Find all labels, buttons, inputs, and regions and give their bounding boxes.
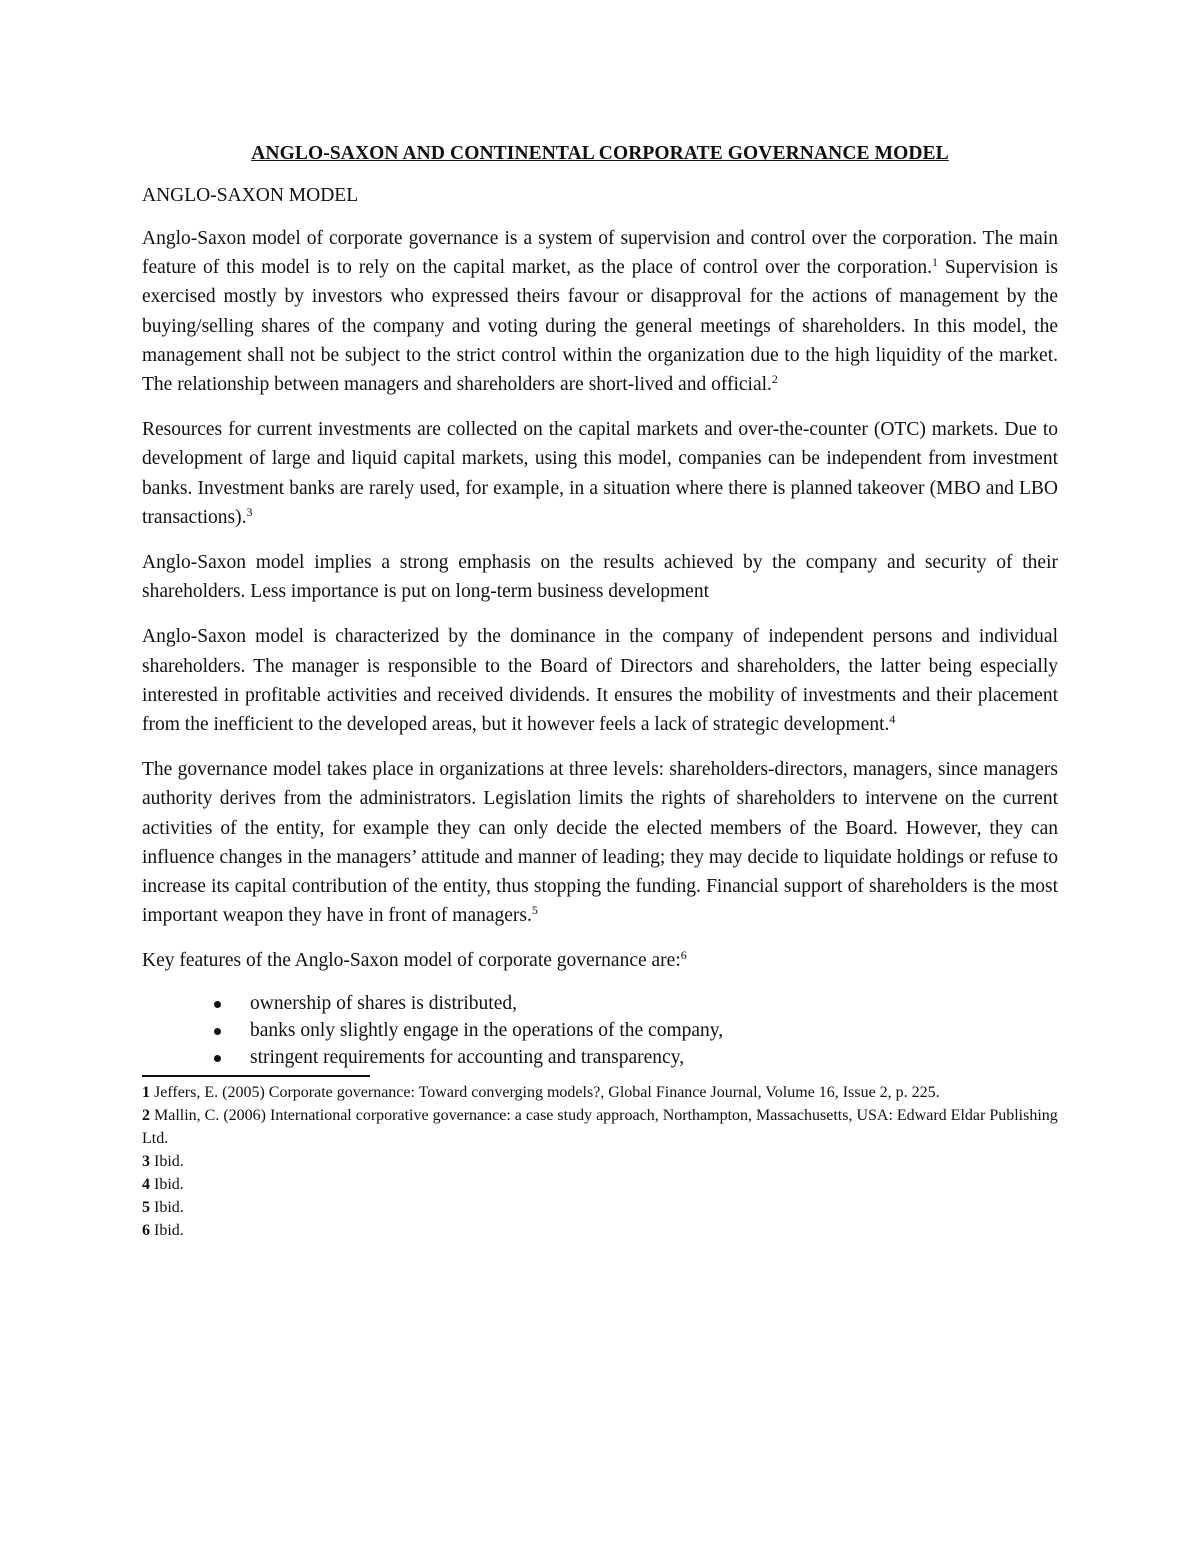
document-page [142, 140, 1058, 1242]
footnote-1 [142, 1081, 1058, 1104]
paragraph-1-part-1: Anglo-Saxon model of corporate governance is a system of supervision and control over the corporation. The main feature of this model is to rely on the capital market, as the place of control over the corporation. [142, 228, 1058, 279]
footnote-number: 4 [142, 1175, 150, 1193]
footnote-number: 5 [142, 1198, 150, 1216]
footnote-ref-4: 4 [889, 712, 896, 727]
paragraph-3 [142, 548, 1058, 606]
footnote-text: Ibid. [150, 1221, 184, 1239]
paragraph-5-text: The governance model takes place in organizations at three levels: shareholders-directors, managers, since managers authority derives from the administrators. Legislation limits the rights of shareholders to intervene on the current activities of the entity, for example they can only decide the elected members of the Board. However, they can influence changes in the managers’ attitude and manner of leading; they may decide to liquidate holdings or refuse to increase its capital contribution of the entity, thus stopping the funding. Financial support of shareholders is the most important weapon they have in front of managers. [142, 759, 1058, 927]
section-heading: ANGLO-SAXON MODEL [142, 185, 359, 206]
footnote-number: 3 [142, 1152, 150, 1170]
footnote-3 [142, 1150, 1058, 1173]
footnote-text: Ibid. [150, 1175, 184, 1193]
footnote-ref-2: 2 [771, 372, 778, 387]
paragraph-6 [142, 946, 1058, 975]
footnote-4 [142, 1173, 1058, 1196]
paragraph-4 [142, 622, 1058, 739]
footnote-number: 6 [142, 1221, 150, 1239]
footnote-number: 1 [142, 1083, 150, 1101]
footnote-separator [142, 1075, 370, 1077]
footnote-ref-3: 3 [246, 504, 253, 519]
footnote-ref-5: 5 [531, 903, 538, 918]
footnote-text: Ibid. [150, 1198, 184, 1216]
footnote-6 [142, 1219, 1058, 1242]
footnote-ref-1: 1 [932, 255, 939, 270]
paragraph-3-text: Anglo-Saxon model implies a strong emphasis on the results achieved by the company and security of their shareholders. Less importance is put on long-term business development [142, 552, 1058, 603]
footnotes [142, 1081, 1058, 1242]
list-item [214, 990, 1058, 1017]
document-title: ANGLO-SAXON AND CONTINENTAL CORPORATE GOVERNANCE MODEL [251, 143, 949, 164]
bullet-icon [214, 1028, 221, 1035]
list-item-text: ownership of shares is distributed, [250, 992, 518, 1014]
footnote-2 [142, 1104, 1058, 1150]
list-item-text: banks only slightly engage in the operations of the company, [250, 1019, 724, 1041]
footnote-text: Ibid. [150, 1152, 184, 1170]
footnote-text: Jeffers, E. (2005) Corporate governance: Toward converging models?, Global Finance Journal, Volume 16, Issue 2, p. 225. [150, 1083, 940, 1101]
list-item [214, 1044, 1058, 1071]
footnote-ref-6: 6 [680, 948, 687, 963]
key-features-list [142, 990, 1058, 1071]
paragraph-1 [142, 224, 1058, 399]
footnote-text: Mallin, C. (2006) International corporative governance: a case study approach, Northampton, Massachusetts, USA: Edward Eldar Publishing Ltd. [142, 1106, 1058, 1147]
footnote-number: 2 [142, 1106, 150, 1124]
paragraph-5 [142, 755, 1058, 930]
paragraph-1-part-2: Supervision is exercised mostly by investors who expressed theirs favour or disapproval for the actions of management by the buying/selling shares of the company and voting during the general meetings of shareholders. In this model, the management shall not be subject to the strict control within the organization due to the high liquidity of the market. The relationship between managers and shareholders are short-lived and official. [142, 257, 1058, 396]
bullet-icon [214, 1055, 221, 1062]
paragraph-2-text: Resources for current investments are collected on the capital markets and over-the-counter (OTC) markets. Due to development of large and liquid capital markets, using this model, companies can be independent from investment banks. Investment banks are rarely used, for example, in a situation where there is planned takeover (MBO and LBO transactions). [142, 419, 1058, 528]
bullet-icon [214, 1001, 221, 1008]
paragraph-6-text: Key features of the Anglo-Saxon model of corporate governance are: [142, 950, 681, 972]
list-item-text: stringent requirements for accounting and transparency, [250, 1046, 685, 1068]
paragraph-4-text: Anglo-Saxon model is characterized by the dominance in the company of independent persons and individual shareholders. The manager is responsible to the Board of Directors and shareholders, the latter being especially interested in profitable activities and received dividends. It ensures the mobility of investments and their placement from the inefficient to the developed areas, but it however feels a lack of strategic development. [142, 626, 1058, 736]
footnote-5 [142, 1196, 1058, 1219]
list-item [214, 1017, 1058, 1044]
paragraph-2 [142, 415, 1058, 532]
